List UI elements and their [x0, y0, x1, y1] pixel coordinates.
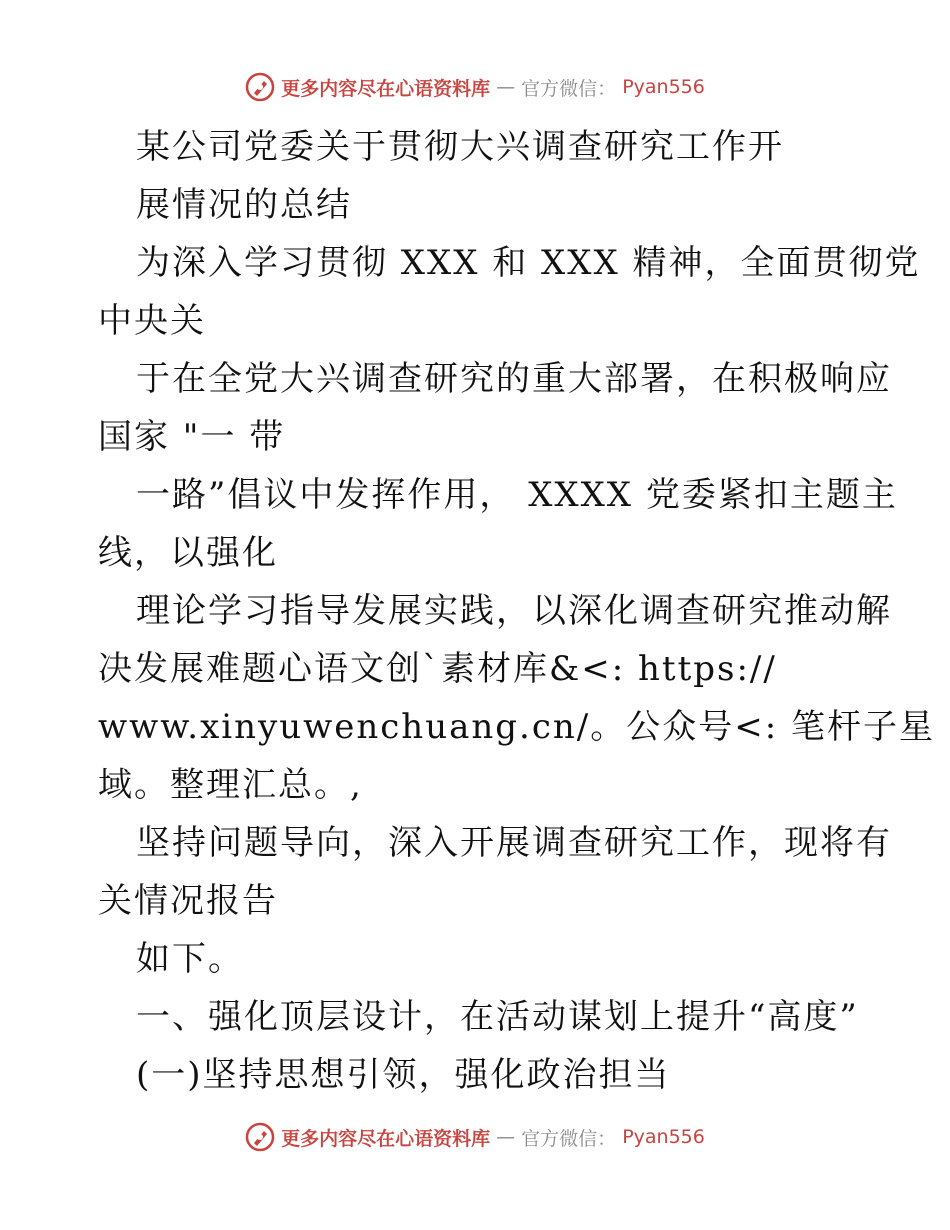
document-body — [98, 118, 935, 1104]
watermark-dash: — — [496, 76, 516, 98]
doc-line: 展情况的总结 — [136, 185, 352, 225]
doc-line: 关情况报告 — [98, 881, 278, 921]
doc-line: 一路”倡议中发挥作用， XXXX 党委紧扣主题主 — [136, 475, 898, 515]
watermark-site: 更多内容尽在心语资料库 — [281, 1127, 491, 1150]
doc-line: 域。整理汇总。, — [98, 765, 363, 805]
doc-line: 一、强化顶层设计，在活动谋划上提升“高度” — [136, 997, 859, 1037]
watermark-label: 官方微信： — [521, 77, 617, 100]
watermark-site: 更多内容尽在心语资料库 — [281, 77, 491, 100]
watermark-label: 官方微信： — [521, 1127, 617, 1150]
doc-line: (一)坚持思想引领，强化政治担当 — [136, 1055, 671, 1095]
doc-line: 线，以强化 — [98, 533, 278, 573]
doc-line: 国家 "一 带 — [98, 417, 286, 457]
footer-watermark — [0, 1122, 950, 1152]
doc-line: 为深入学习贯彻 XXX 和 XXX 精神，全面贯彻党 — [136, 243, 921, 283]
doc-line: 如下。 — [136, 939, 244, 979]
header-watermark — [0, 72, 950, 102]
doc-line: 于在全党大兴调查研究的重大部署，在积极响应 — [136, 359, 892, 399]
watermark-handle: Pyan556 — [622, 1126, 705, 1148]
watermark-dash: — — [496, 1126, 516, 1148]
pen-logo-icon — [245, 1122, 275, 1152]
doc-line: 某公司党委关于贯彻大兴调查研究工作开 — [136, 127, 784, 167]
doc-line: 理论学习指导发展实践，以深化调查研究推动解 — [136, 591, 892, 631]
watermark-handle: Pyan556 — [622, 76, 705, 98]
doc-line: 中央关 — [98, 301, 206, 341]
doc-line: 决发展难题心语文创`素材库&<: https:// — [98, 649, 777, 689]
doc-line: 坚持问题导向，深入开展调查研究工作，现将有 — [136, 823, 892, 863]
pen-logo-icon — [245, 72, 275, 102]
doc-line: www.xinyuwenchuang.cn/。公众号<: 笔杆子星 — [98, 707, 935, 747]
